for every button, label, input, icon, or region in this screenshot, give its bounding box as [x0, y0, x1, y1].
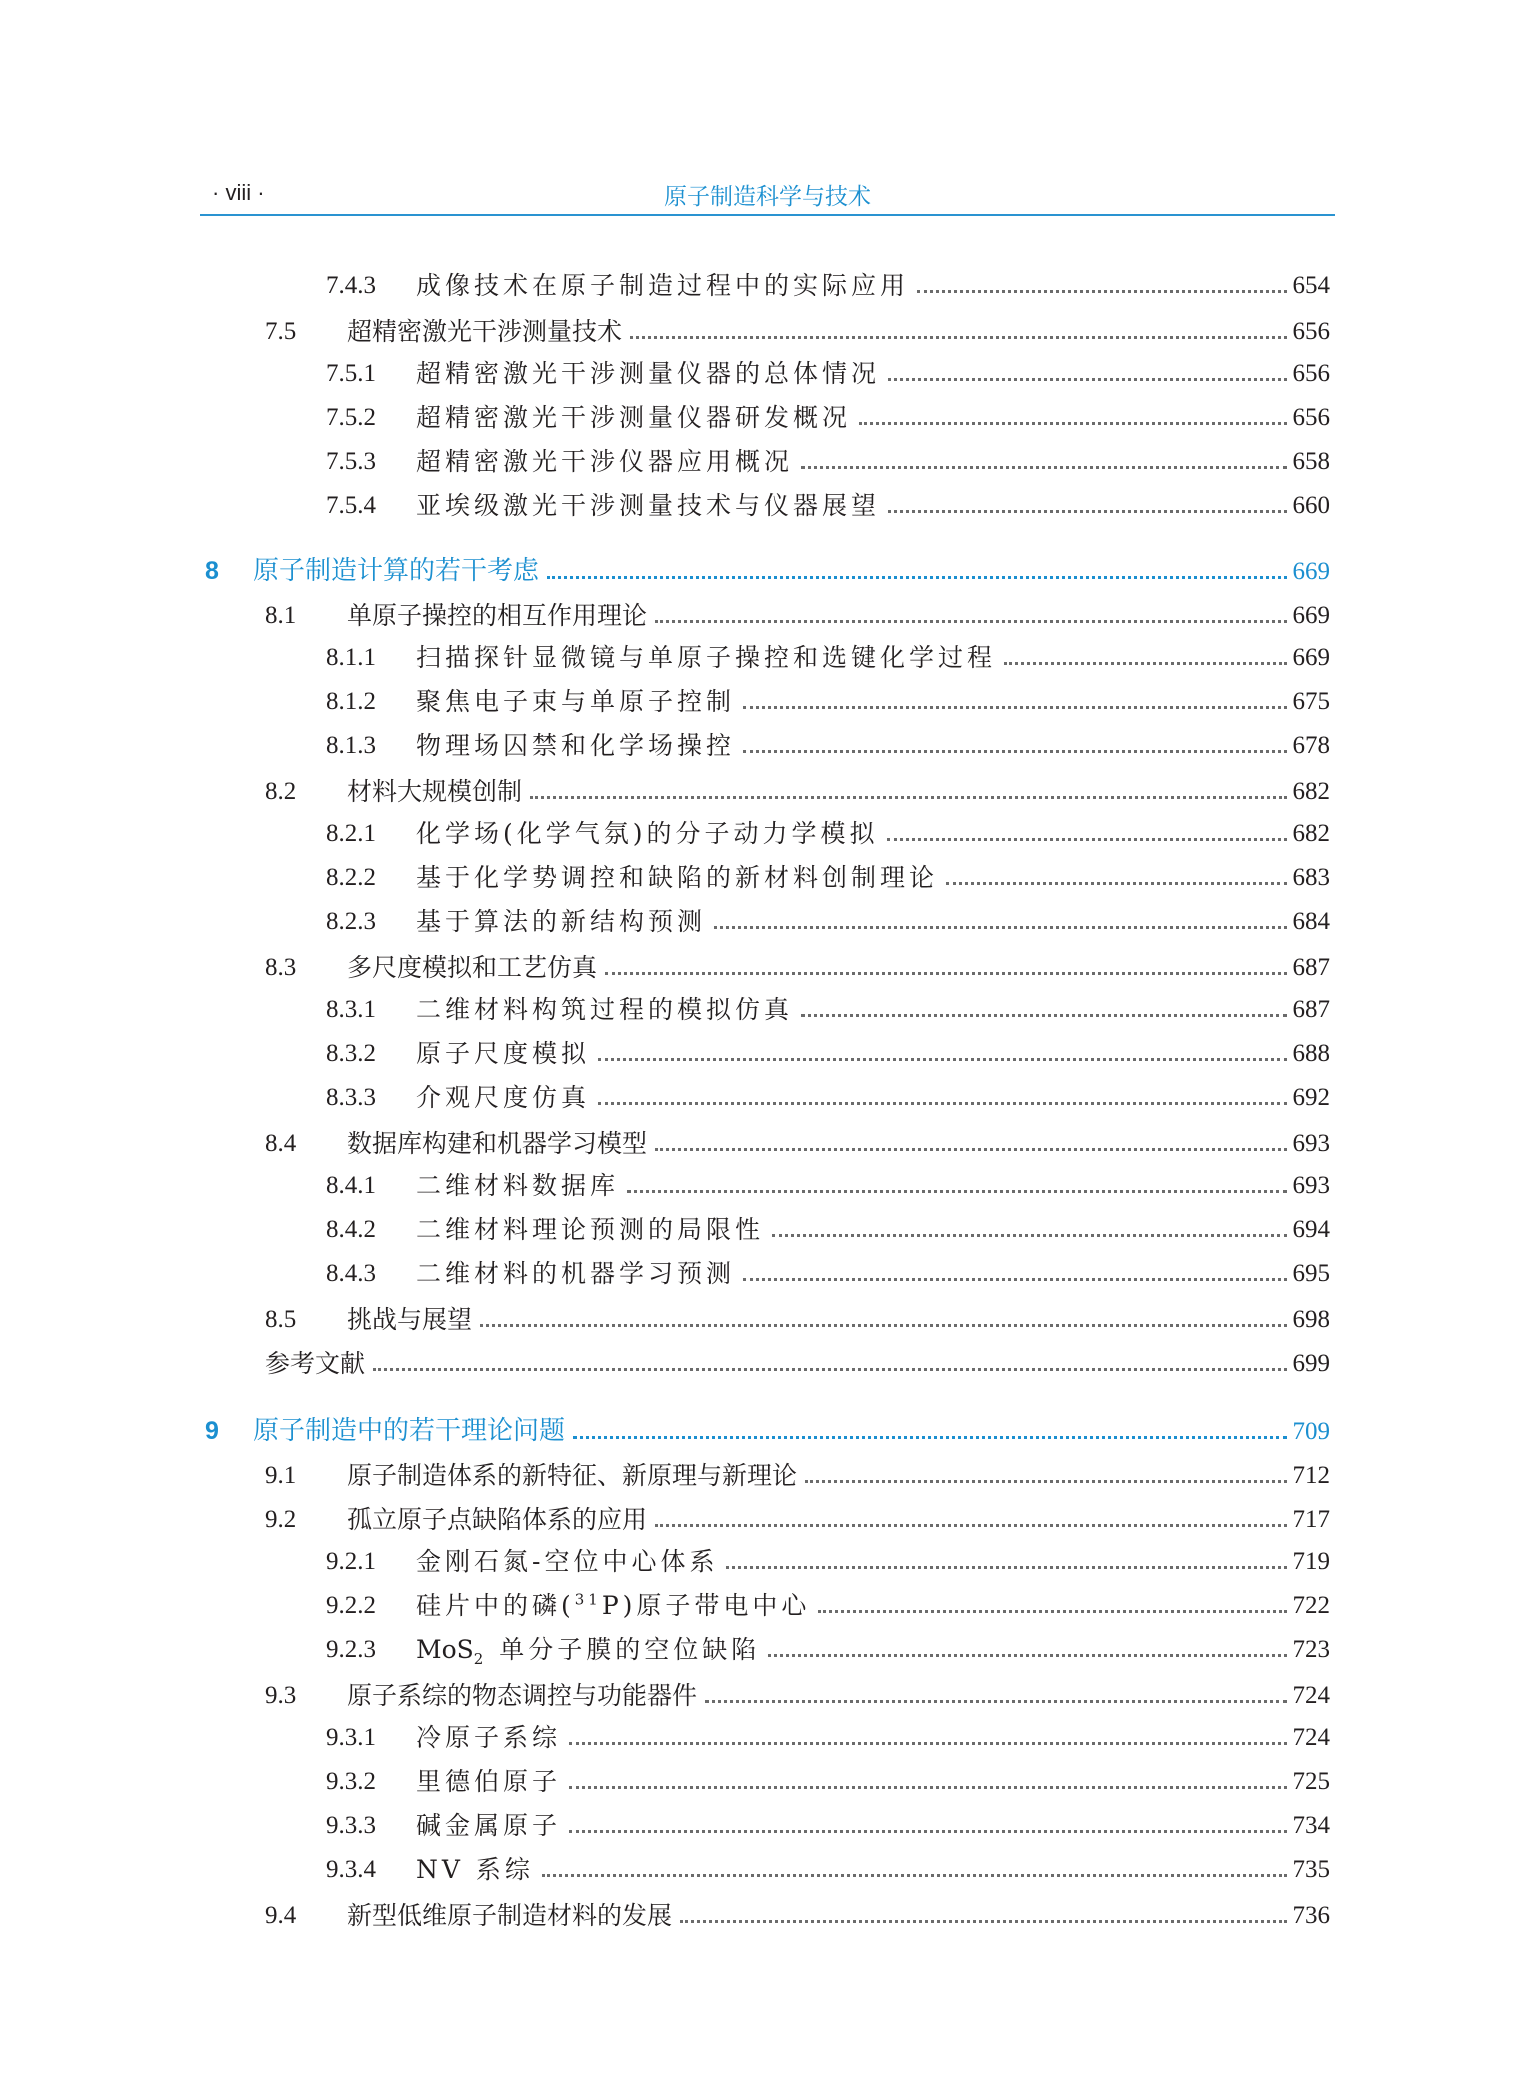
- toc-entry-number: 7.4.3: [326, 272, 376, 299]
- title-part: MoS: [416, 1635, 474, 1664]
- toc-entry-page: 682: [1292, 820, 1330, 847]
- toc-entry-page: 719: [1292, 1548, 1330, 1575]
- toc-entry-page: 669: [1292, 644, 1330, 671]
- toc-entry-number: 7.5: [265, 318, 297, 345]
- toc-entry-title: 参考文献: [265, 1349, 366, 1378]
- toc-entry-page: 698: [1292, 1306, 1330, 1333]
- toc-entry-title: 碱金属原子: [416, 1811, 562, 1840]
- toc-entry-page: 656: [1292, 318, 1330, 345]
- toc-entry-title: 新型低维原子制造材料的发展: [347, 1901, 673, 1930]
- toc-entry[interactable]: [326, 1534, 1330, 1574]
- toc-entry-number: 8.3.3: [326, 1084, 376, 1111]
- toc-entry-title: 物理场囚禁和化学场操控: [416, 731, 736, 760]
- dot-leader: [801, 466, 1286, 469]
- toc-entry-page: 722: [1292, 1592, 1330, 1619]
- dot-leader: [888, 378, 1286, 381]
- dot-leader: [655, 1148, 1286, 1151]
- toc-entry-page: 678: [1292, 732, 1330, 759]
- toc-entry[interactable]: [265, 1292, 1330, 1332]
- toc-entry-number: 7.5.4: [326, 492, 376, 519]
- toc-entry-page: 693: [1292, 1172, 1330, 1199]
- toc-entry-title: 挑战与展望: [347, 1305, 473, 1334]
- toc-entry[interactable]: [265, 764, 1330, 804]
- dot-leader: [530, 796, 1286, 799]
- toc-entry[interactable]: [326, 478, 1330, 518]
- toc-entry-page: 687: [1292, 996, 1330, 1023]
- toc-entry-title: 超精密激光干涉测量仪器研发概况: [416, 403, 852, 432]
- toc-chapter-number: 8: [205, 557, 219, 585]
- toc-entry-title: 原子系综的物态调控与功能器件: [347, 1681, 698, 1710]
- toc-entry-page: 736: [1292, 1902, 1330, 1929]
- toc-entry-number: 9.2.1: [326, 1548, 376, 1575]
- dot-leader: [480, 1324, 1286, 1327]
- toc-entry[interactable]: [326, 630, 1330, 670]
- dot-leader: [768, 1654, 1286, 1657]
- toc-entry[interactable]: [326, 1026, 1330, 1066]
- toc-entry[interactable]: [265, 588, 1330, 628]
- toc-entry-references[interactable]: [265, 1336, 1330, 1376]
- toc-entry[interactable]: [265, 1116, 1330, 1156]
- toc-chapter[interactable]: [205, 1404, 1330, 1444]
- toc-entry-title: NV 系综: [416, 1855, 534, 1884]
- running-header: [200, 176, 1335, 214]
- toc-entry-page: 699: [1292, 1350, 1330, 1377]
- toc-entry[interactable]: [265, 304, 1330, 344]
- dot-leader: [946, 882, 1286, 885]
- toc-entry-title: 二维材料数据库: [416, 1171, 620, 1200]
- toc-entry-number: 9.3: [265, 1682, 297, 1709]
- toc-entry-number: 8.1.3: [326, 732, 376, 759]
- dot-leader: [598, 1058, 1286, 1061]
- dot-leader: [888, 510, 1286, 513]
- dot-leader: [680, 1920, 1286, 1923]
- toc-entry-title: 介观尺度仿真: [416, 1083, 591, 1112]
- toc-entry-page: 723: [1292, 1636, 1330, 1663]
- toc-entry-page: 656: [1292, 360, 1330, 387]
- toc-entry-page: 688: [1292, 1040, 1330, 1067]
- toc-entry-page: 717: [1292, 1506, 1330, 1533]
- dot-leader: [569, 1786, 1286, 1789]
- dot-leader: [714, 926, 1286, 929]
- toc-entry-title: 超精密激光干涉仪器应用概况: [416, 447, 794, 476]
- toc-entry-page: 658: [1292, 448, 1330, 475]
- dot-leader: [818, 1610, 1286, 1613]
- toc-entry-number: 8.2: [265, 778, 297, 805]
- toc-entry-title: 化学场(化学气氛)的分子动力学模拟: [416, 819, 879, 848]
- toc-entry-page: 692: [1292, 1084, 1330, 1111]
- dot-leader: [655, 1524, 1286, 1527]
- toc-entry-title: 原子尺度模拟: [416, 1039, 591, 1068]
- toc-entry-title: 冷原子系综: [416, 1723, 562, 1752]
- dot-leader: [598, 1102, 1286, 1105]
- toc-chapter-title: 原子制造中的若干理论问题: [253, 1416, 566, 1446]
- toc-entry-title: 成像技术在原子制造过程中的实际应用: [416, 271, 910, 300]
- toc-entry[interactable]: [326, 894, 1330, 934]
- toc-entry-number: 9.3.2: [326, 1768, 376, 1795]
- toc-entry-title: 基于化学势调控和缺陷的新材料创制理论: [416, 863, 939, 892]
- toc-entry-number: 9.2: [265, 1506, 297, 1533]
- toc-entry[interactable]: [326, 1070, 1330, 1110]
- toc-entry[interactable]: [326, 1246, 1330, 1286]
- dot-leader: [917, 290, 1286, 293]
- toc-entry-title: 超精密激光干涉测量技术: [347, 317, 623, 346]
- toc-entry-title: [416, 1635, 761, 1668]
- toc-entry-page: 725: [1292, 1768, 1330, 1795]
- toc-entry-number: 8.3: [265, 954, 297, 981]
- dot-leader: [569, 1742, 1286, 1745]
- dot-leader: [743, 750, 1286, 753]
- toc-entry-page: 660: [1292, 492, 1330, 519]
- toc-entry-number: 8.2.2: [326, 864, 376, 891]
- toc-entry-number: 7.5.3: [326, 448, 376, 475]
- toc-entry-number: 9.3.4: [326, 1856, 376, 1883]
- toc-entry[interactable]: [326, 1202, 1330, 1242]
- toc-entry[interactable]: [265, 1448, 1330, 1488]
- dot-leader: [630, 336, 1286, 339]
- title-part: 硅片中的磷(: [416, 1591, 575, 1620]
- toc-entry-title: 多尺度模拟和工艺仿真: [347, 953, 598, 982]
- toc-entry[interactable]: [265, 1668, 1330, 1708]
- toc-entry-number: 9.3.1: [326, 1724, 376, 1751]
- toc-entry[interactable]: [265, 1492, 1330, 1532]
- toc-entry-number: 8.3.1: [326, 996, 376, 1023]
- toc-chapter-number: 9: [205, 1417, 219, 1445]
- running-title: 原子制造科学与技术: [664, 184, 871, 210]
- title-part: P)原子带电中心: [601, 1591, 811, 1620]
- toc-entry-page: 734: [1292, 1812, 1330, 1839]
- toc-entry-number: 7.5.2: [326, 404, 376, 431]
- toc-entry-page: 675: [1292, 688, 1330, 715]
- toc-entry-number: 8.1.1: [326, 644, 376, 671]
- toc-entry-title: 二维材料理论预测的局限性: [416, 1215, 765, 1244]
- dot-leader: [573, 1436, 1286, 1439]
- toc-entry-page: 682: [1292, 778, 1330, 805]
- dot-leader: [1004, 662, 1286, 665]
- toc-entry-number: 8.1: [265, 602, 297, 629]
- dot-leader: [743, 706, 1286, 709]
- toc-entry-number: 8.4.2: [326, 1216, 376, 1243]
- toc-entry-title: 二维材料构筑过程的模拟仿真: [416, 995, 794, 1024]
- dot-leader: [569, 1830, 1286, 1833]
- toc-chapter-title: 原子制造计算的若干考虑: [253, 556, 540, 586]
- dot-leader: [859, 422, 1286, 425]
- toc-entry[interactable]: [326, 1842, 1330, 1882]
- toc-entry-page: 693: [1292, 1130, 1330, 1157]
- dot-leader: [887, 838, 1287, 841]
- isotope-superscript: 31: [574, 1590, 602, 1609]
- toc-entry-title: 数据库构建和机器学习模型: [347, 1129, 648, 1158]
- toc-chapter[interactable]: [205, 544, 1330, 584]
- toc-entry-number: 8.4.1: [326, 1172, 376, 1199]
- toc-entry-title: 单原子操控的相互作用理论: [347, 601, 648, 630]
- toc-entry-number: 8.4.3: [326, 1260, 376, 1287]
- toc-entry[interactable]: [326, 806, 1330, 846]
- toc-entry-title: 扫描探针显微镜与单原子操控和选键化学过程: [416, 643, 997, 672]
- toc-entry-title: [416, 1590, 811, 1620]
- toc-entry-page: 724: [1292, 1682, 1330, 1709]
- toc-entry-number: 9.2.2: [326, 1592, 376, 1619]
- toc-entry-title: 二维材料的机器学习预测: [416, 1259, 736, 1288]
- toc-entry[interactable]: [326, 1710, 1330, 1750]
- toc-entry[interactable]: [326, 346, 1330, 386]
- toc-entry-title: 金刚石氮-空位中心体系: [416, 1547, 719, 1576]
- toc-entry-page: 687: [1292, 954, 1330, 981]
- dot-leader: [726, 1566, 1286, 1569]
- toc-entry-number: 9.4: [265, 1902, 297, 1929]
- toc-entry-page: 695: [1292, 1260, 1330, 1287]
- toc-entry-page: 724: [1292, 1724, 1330, 1751]
- toc-entry-number: 8.3.2: [326, 1040, 376, 1067]
- toc-entry-title: 里德伯原子: [416, 1767, 562, 1796]
- toc-entry-title: 聚焦电子束与单原子控制: [416, 687, 736, 716]
- toc-entry[interactable]: [326, 434, 1330, 474]
- toc-entry[interactable]: [265, 940, 1330, 980]
- toc-entry[interactable]: [326, 850, 1330, 890]
- dot-leader: [605, 972, 1286, 975]
- toc-entry[interactable]: [326, 390, 1330, 430]
- dot-leader: [705, 1700, 1286, 1703]
- toc-entry[interactable]: [326, 1158, 1330, 1198]
- toc-entry-number: 8.5: [265, 1306, 297, 1333]
- header-rule: [200, 214, 1335, 216]
- toc-entry[interactable]: [326, 1798, 1330, 1838]
- toc-entry-number: 8.4: [265, 1130, 297, 1157]
- page-number: · viii ·: [212, 180, 265, 205]
- toc-entry[interactable]: [326, 718, 1330, 758]
- toc-entry-page: 694: [1292, 1216, 1330, 1243]
- toc-entry-title: 亚埃级激光干涉测量技术与仪器展望: [416, 491, 881, 520]
- toc-entry[interactable]: [326, 982, 1330, 1022]
- title-part: 单分子膜的空位缺陷: [499, 1635, 761, 1664]
- toc-entry-number: 9.2.3: [326, 1636, 376, 1663]
- dot-leader: [547, 576, 1286, 579]
- toc-entry-page: 735: [1292, 1856, 1330, 1883]
- toc-entry-title: 基于算法的新结构预测: [416, 907, 707, 936]
- dot-leader: [743, 1278, 1286, 1281]
- formula-subscript: 2: [473, 1650, 488, 1668]
- toc-entry[interactable]: [326, 1754, 1330, 1794]
- toc-entry-title: 孤立原子点缺陷体系的应用: [347, 1505, 648, 1534]
- toc-entry-number: 8.1.2: [326, 688, 376, 715]
- toc-entry-title: 材料大规模创制: [347, 777, 523, 806]
- toc-entry[interactable]: [326, 1622, 1330, 1668]
- toc-entry-page: 683: [1292, 864, 1330, 891]
- toc-entry-number: 8.2.1: [326, 820, 376, 847]
- toc-chapter-page: 669: [1292, 558, 1330, 585]
- toc-entry-page: 669: [1292, 602, 1330, 629]
- toc-entry-title: 原子制造体系的新特征、新原理与新理论: [347, 1461, 798, 1490]
- toc-entry-number: 8.2.3: [326, 908, 376, 935]
- toc-entry-page: 712: [1292, 1462, 1330, 1489]
- toc-chapter-page: 709: [1292, 1418, 1330, 1445]
- toc-entry-page: 684: [1292, 908, 1330, 935]
- dot-leader: [801, 1014, 1286, 1017]
- toc-entry-number: 9.3.3: [326, 1812, 376, 1839]
- dot-leader: [373, 1368, 1286, 1371]
- toc-entry[interactable]: [265, 1888, 1330, 1928]
- toc-entry-page: 654: [1292, 272, 1330, 299]
- toc-entry-title: 超精密激光干涉测量仪器的总体情况: [416, 359, 881, 388]
- dot-leader: [772, 1234, 1286, 1237]
- dot-leader: [542, 1874, 1287, 1877]
- toc-entry[interactable]: [326, 674, 1330, 714]
- toc-entry-number: 7.5.1: [326, 360, 376, 387]
- toc-entry-page: 656: [1292, 404, 1330, 431]
- toc-entry[interactable]: [326, 258, 1330, 298]
- toc-entry[interactable]: [326, 1578, 1330, 1618]
- dot-leader: [627, 1190, 1286, 1193]
- dot-leader: [805, 1480, 1286, 1483]
- dot-leader: [655, 620, 1286, 623]
- toc-entry-number: 9.1: [265, 1462, 297, 1489]
